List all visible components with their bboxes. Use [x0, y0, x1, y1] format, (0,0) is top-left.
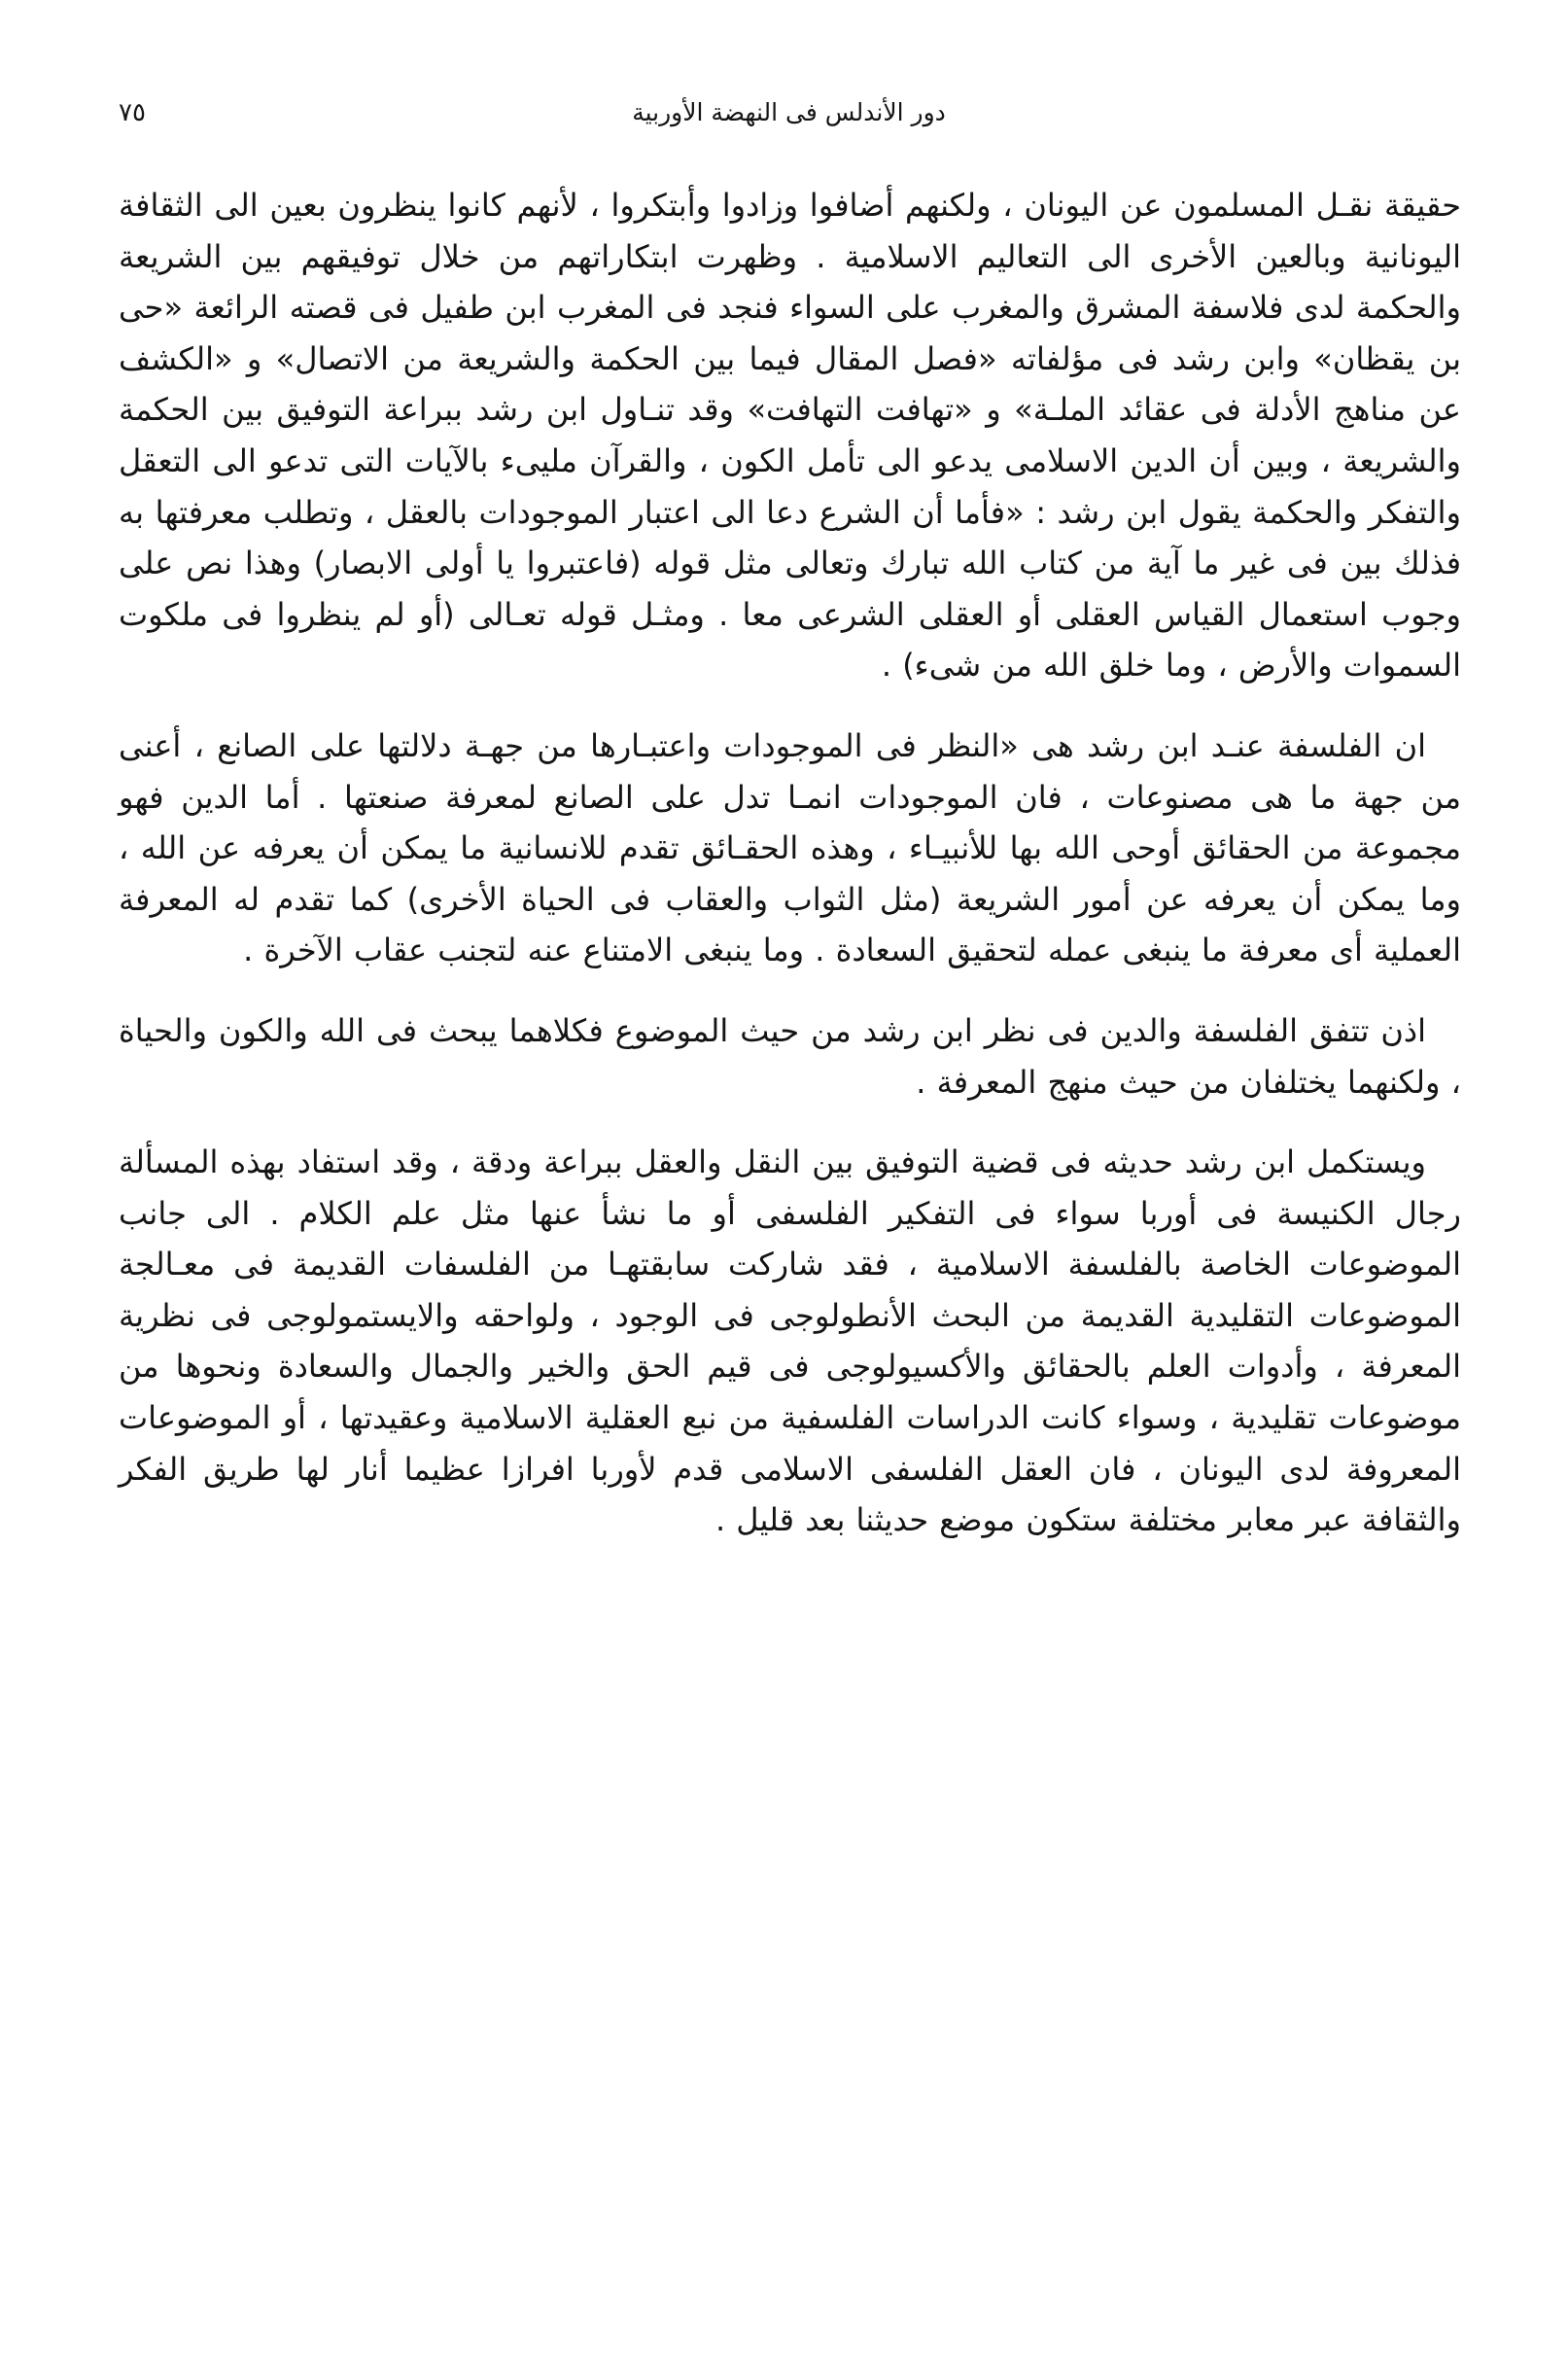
- running-head: [107, 93, 1471, 132]
- running-title: دور الأندلس فى النهضة الأوربية: [632, 98, 946, 126]
- paragraph-1: حقيقة نقـل المسلمون عن اليونان ، ولكنهم أضافوا وزادوا وأبتكروا ، لأنهم كانوا ينظرون بعين الى الثقافة اليونانية وبالعين الأخرى الى التعاليم الاسلامية . وظهرت ابتكاراتهم من خلال توفيقهم بين الشريعة والحكمة لدى فلاسفة المشرق والمغرب على السواء فنجد فى المغرب ابن طفيل فى قصته الرائعة «حى بن يقظان» وابن رشد فى مؤلفاته «فصل المقال فيما بين الحكمة والشريعة من الاتصال» و «الكشف عن مناهج الأدلة فى عقائد الملـة» و «تهافت التهافت» وقد تنـاول ابن رشد ببراعة التوفيق بين الحكمة والشريعة ، وبين أن الدين الاسلامى يدعو الى تأمل الكون ، والقرآن مليىء بالآيات التى تدعو الى التعقل والتفكر والحكمة يقول ابن رشد : «فأما أن الشرع دعا الى اعتبار الموجودات بالعقل ، وتطلب معرفتها به فذلك بين فى غير ما آية من كتاب الله تبارك وتعالى مثل قوله (فاعتبروا يا أولى الابصار) وهذا نص على وجوب استعمال القياس العقلى أو العقلى الشرعى معا . ومثـل قوله تعـالى (أو لم ينظروا فى ملكوت السموات والأرض ، وما خلق الله من شىء) .: [119, 187, 1461, 685]
- page-number: ٧٥: [119, 98, 146, 127]
- paragraph-3: اذن تتفق الفلسفة والدين فى نظر ابن رشد من حيث الموضوع فكلاهما يبحث فى الله والكون والحياة ، ولكنهما يختلفان من حيث منهج المعرفة .: [119, 1011, 1461, 1101]
- paragraph-4: ويستكمل ابن رشد حديثه فى قضية التوفيق بين النقل والعقل ببراعة ودقة ، وقد استفاد بهذه المسألة رجال الكنيسة فى أوربا سواء فى التفكير الفلسفى أو ما نشأ عنها مثل علم الكلام . الى جانب الموضوعات الخاصة بالفلسفة الاسلامية ، فقد شاركت سابقتهـا من الفلسفات القديمة فى معـالجة الموضوعات التقليدية القديمة من البحث الأنطولوجى فى الوجود ، ولواحقه والايستمولوجى فى نظرية المعرفة ، وأدوات العلم بالحقائق والأكسيولوجى فى قيم الحق والخير والجمال والسعادة ونحوها من موضوعات تقليدية ، وسواء كانت الدراسات الفلسفية من نبع العقلية الاسلامية وعقيدتها ، أو الموضوعات المعروفة لدى اليونان ، فان العقل الفلسفى الاسلامى قدم لأوربا افرازا عظيما أنار لها طريق الفكر والثقافة عبر معابر مختلفة ستكون موضع حديثنا بعد قليل .: [119, 1143, 1461, 1539]
- body-text: [119, 180, 1461, 1546]
- paragraph-2: ان الفلسفة عنـد ابن رشد هى «النظر فى الموجودات واعتبـارها من جهـة دلالتها على الصانع ، أعنى من جهة ما هى مصنوعات ، فان الموجودات انمـا تدل على الصانع لمعرفة صنعتها . أما الدين فهو مجموعة من الحقائق أوحى الله بها للأنبيـاء ، وهذه الحقـائق تقدم للانسانية ما يمكن أن يعرفه عن الله ، وما يمكن أن يعرفه عن أمور الشريعة (مثل الثواب والعقاب فى الحياة الأخرى) كما تقدم له المعرفة العملية أى معرفة ما ينبغى عمله لتحقيق السعادة . وما ينبغى الامتناع عنه لتجنب عقاب الآخرة .: [119, 726, 1461, 969]
